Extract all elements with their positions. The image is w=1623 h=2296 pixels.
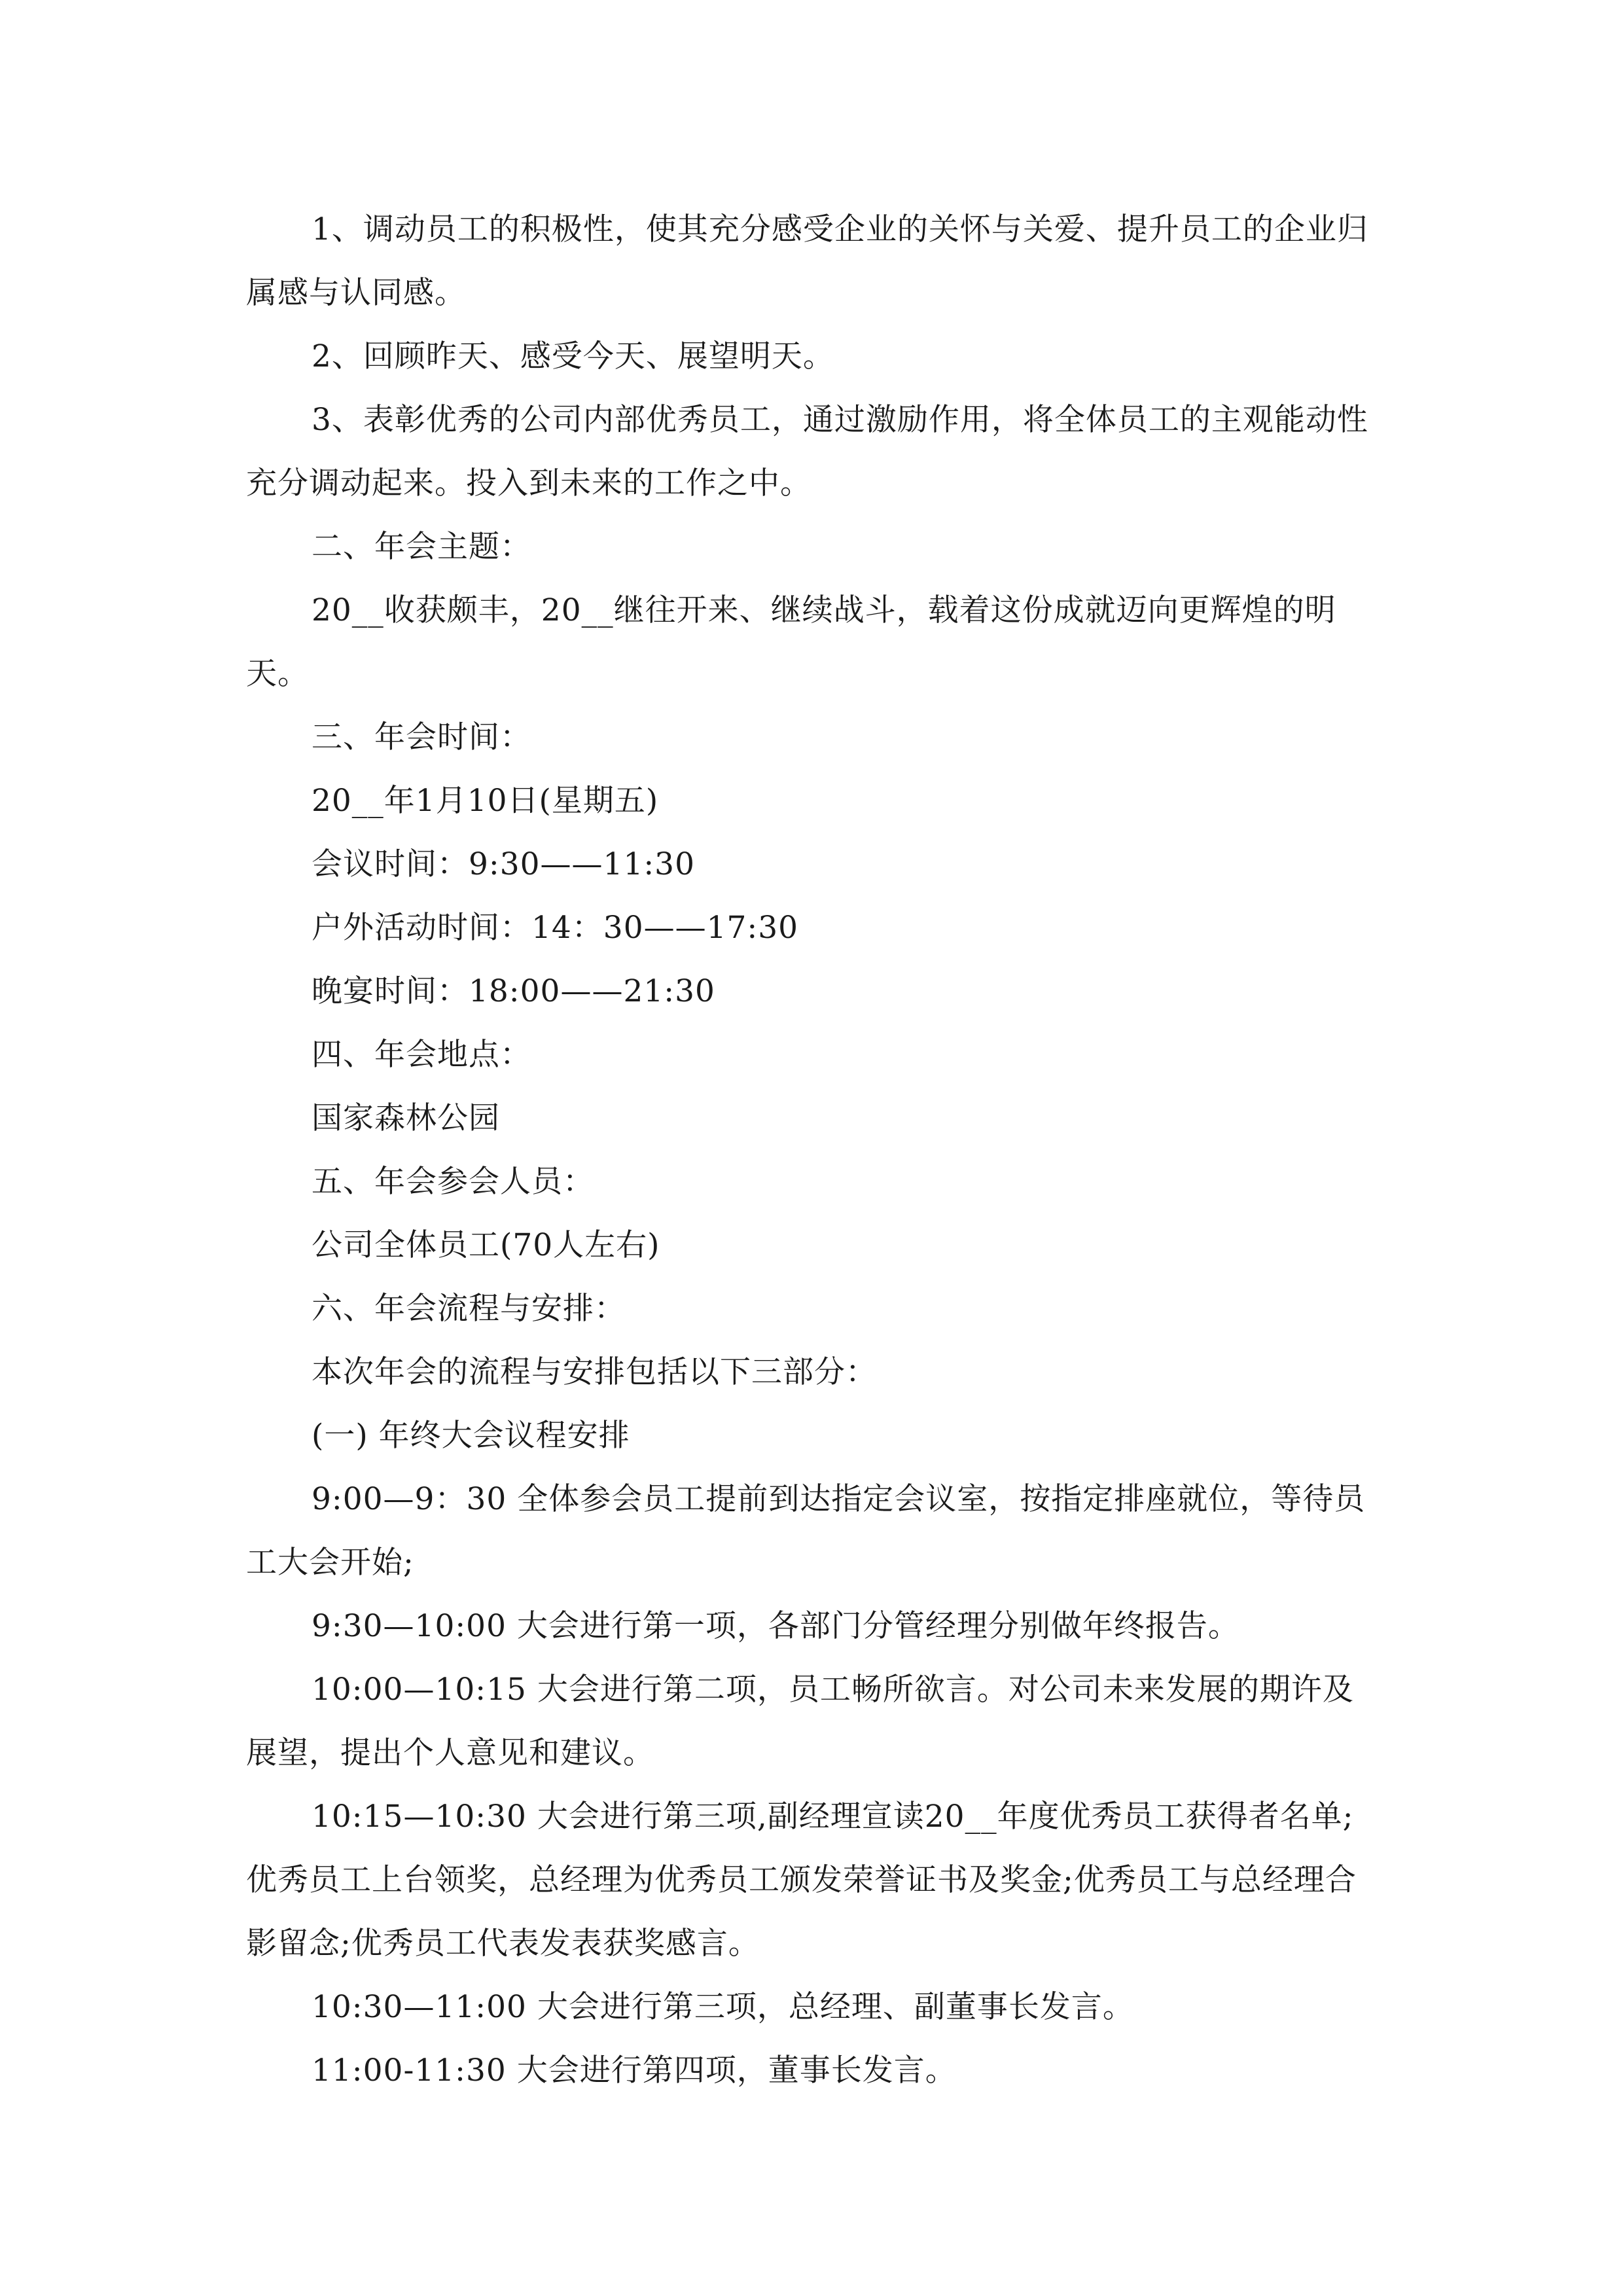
section-heading-agenda: 六、年会流程与安排： (312, 1291, 626, 1327)
section-heading-attendees: 五、年会参会人员： (312, 1164, 594, 1200)
paragraph-location: 国家森林公园 (312, 1100, 500, 1136)
section-heading-location: 四、年会地点： (312, 1037, 531, 1073)
section-heading-theme: 二、年会主题： (312, 529, 531, 565)
paragraph-attendees: 公司全体员工(70人左右) (312, 1227, 660, 1263)
document-body (246, 198, 1378, 2102)
paragraph-date: 20__年1月10日(星期五) (312, 783, 659, 819)
paragraph-meeting-time: 会议时间：9:30——11:30 (312, 846, 695, 882)
agenda-item-0900: 9:00—9：30 全体参会员工提前到达指定会议室，按指定排座就位，等待员工大会开始; (246, 1481, 1366, 1581)
paragraph-outdoor-time: 户外活动时间：14：30——17:30 (312, 910, 799, 946)
agenda-item-1000: 10:00—10:15 大会进行第二项，员工畅所欲言。对公司未来发展的期许及展望，提出个人意见和建议。 (246, 1672, 1354, 1771)
paragraph-goal-2: 2、回顾昨天、感受今天、展望明天。 (312, 338, 834, 374)
section-heading-time: 三、年会时间： (312, 719, 531, 755)
paragraph-goal-3: 3、表彰优秀的公司内部优秀员工，通过激励作用，将全体员工的主观能动性充分调动起来。投入到未来的工作之中。 (246, 402, 1368, 501)
paragraph-banquet-time: 晚宴时间：18:00——21:30 (312, 973, 715, 1009)
agenda-item-1015: 10:15—10:30 大会进行第三项,副经理宣读20__年度优秀员工获得者名单;优秀员工上台领奖，总经理为优秀员工颁发荣誉证书及奖金;优秀员工与总经理合影留念;优秀员工代表发表获奖感言。 (246, 1799, 1357, 1962)
agenda-item-1030: 10:30—11:00 大会进行第三项，总经理、副董事长发言。 (312, 1989, 1134, 2025)
subsection-heading-annual-meeting: (一) 年终大会议程安排 (312, 1418, 630, 1454)
paragraph-goal-1: 1、调动员工的积极性，使其充分感受企业的关怀与关爱、提升员工的企业归属感与认同感。 (246, 211, 1368, 311)
paragraph-theme: 20__收获颇丰，20__继往开来、继续战斗，载着这份成就迈向更辉煌的明天。 (246, 592, 1336, 692)
paragraph-agenda-intro: 本次年会的流程与安排包括以下三部分： (312, 1354, 877, 1390)
agenda-item-1100: 11:00-11:30 大会进行第四项，董事长发言。 (312, 2053, 957, 2089)
agenda-item-0930: 9:30—10:00 大会进行第一项，各部门分管经理分别做年终报告。 (312, 1608, 1240, 1644)
